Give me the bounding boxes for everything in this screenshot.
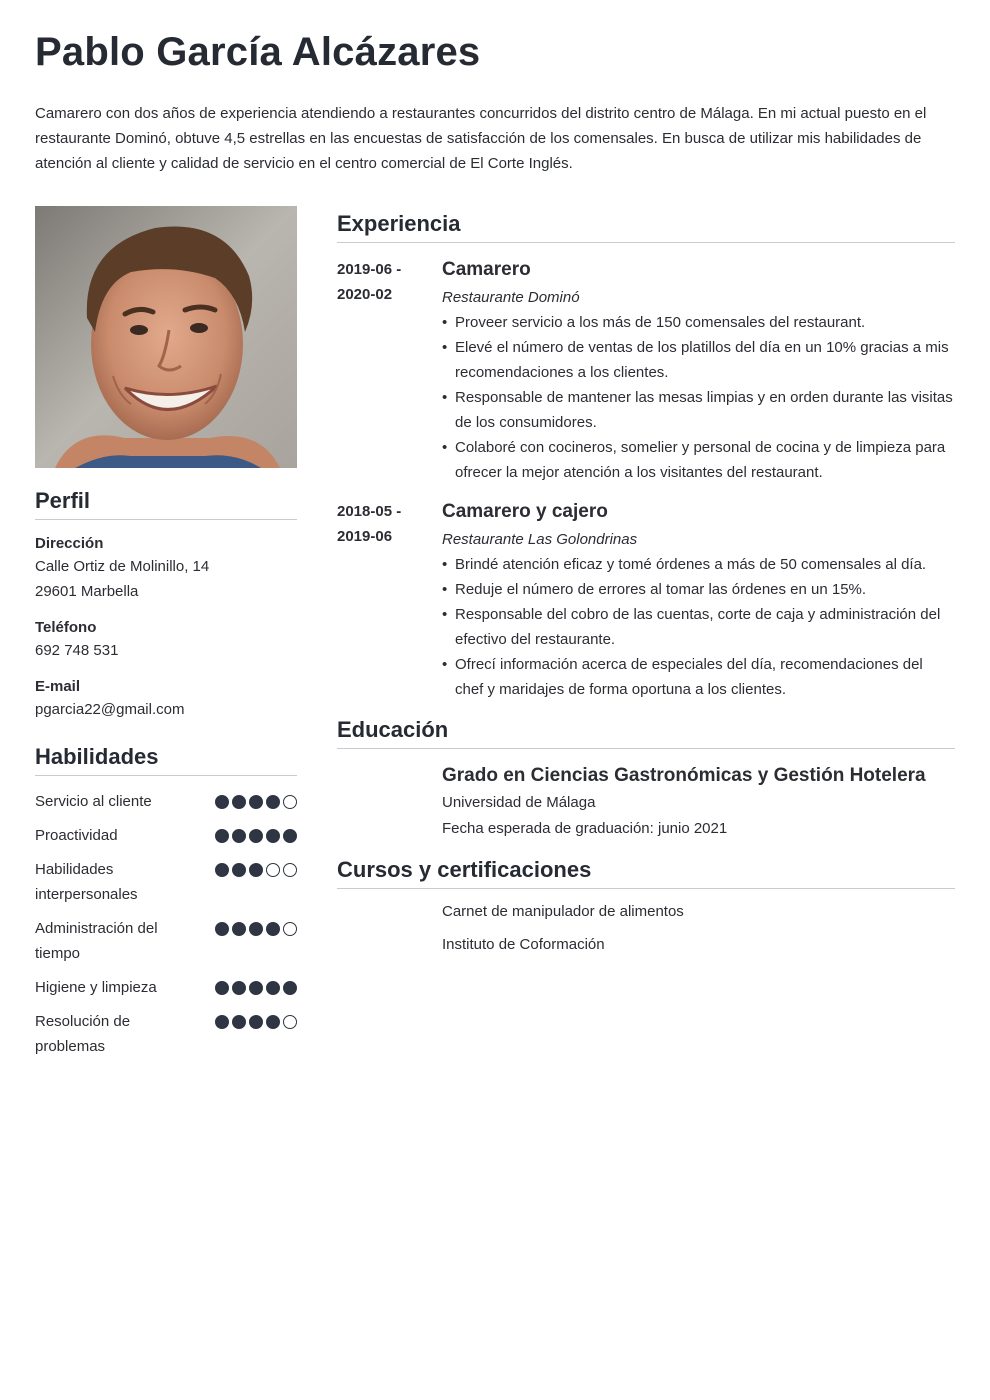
rating-dot-filled xyxy=(215,863,229,877)
phone-value: 692 748 531 xyxy=(35,642,119,659)
right-column xyxy=(337,206,955,957)
job-bullet: • Responsable de mantener las mesas limpias y en orden durante las visitas de los consumidores. xyxy=(442,385,955,435)
school-name: Universidad de Málaga xyxy=(442,794,596,811)
job-date-start: 2018-05 - xyxy=(337,503,402,520)
skill-name: Servicio al cliente xyxy=(35,793,152,810)
job-bullet: • Colaboré con cocineros, somelier y personal de cocina y de limpieza para ofrecer la mejor atención a los visitantes del restaurant. xyxy=(442,435,955,485)
course-item: Carnet de manipulador de alimentos xyxy=(442,903,684,920)
rating-dot-filled xyxy=(232,795,246,809)
courses-section xyxy=(337,857,955,957)
rating-dot-empty xyxy=(283,922,297,936)
rating-dot-filled xyxy=(283,981,297,995)
job-bullet: • Reduje el número de errores al tomar las órdenes en un 15%. xyxy=(442,577,955,602)
email-label: E-mail xyxy=(35,678,81,695)
rating-dot-filled xyxy=(215,981,229,995)
skill-name: Proactividad xyxy=(35,827,118,844)
skill-item xyxy=(35,857,297,907)
rating-dot-filled xyxy=(215,1015,229,1029)
rating-dot-filled xyxy=(249,1015,263,1029)
rating-dot-filled xyxy=(266,829,280,843)
rating-dot-empty xyxy=(266,863,280,877)
job-body xyxy=(442,499,955,702)
skill-item xyxy=(35,1009,297,1059)
job-entry xyxy=(337,499,955,702)
skill-item xyxy=(35,975,297,1000)
rating-dot-filled xyxy=(249,981,263,995)
job-dates xyxy=(337,499,442,702)
skill-rating xyxy=(215,795,297,809)
skill-rating xyxy=(215,1015,297,1029)
degree-title: Grado en Ciencias Gastronómicas y Gestión Hotelera xyxy=(442,765,926,786)
skill-name: Resolución de problemas xyxy=(35,1013,131,1055)
left-column xyxy=(35,206,297,1068)
rating-dot-filled xyxy=(249,863,263,877)
job-entry xyxy=(337,257,955,485)
job-title: Camarero xyxy=(442,259,531,280)
job-date-end: 2019-06 xyxy=(337,528,393,545)
rating-dot-filled xyxy=(283,829,297,843)
rating-dot-filled xyxy=(232,981,246,995)
email-value: pgarcia22@gmail.com xyxy=(35,701,185,718)
rating-dot-filled xyxy=(232,922,246,936)
address-line1: Calle Ortiz de Molinillo, 14 xyxy=(35,558,210,575)
skill-item xyxy=(35,916,297,966)
rating-dot-empty xyxy=(283,863,297,877)
job-bullets xyxy=(442,310,955,485)
job-body xyxy=(442,257,955,485)
rating-dot-filled xyxy=(266,1015,280,1029)
skills-title: Habilidades xyxy=(35,744,297,776)
rating-dot-filled xyxy=(232,863,246,877)
job-bullet: • Elevé el número de ventas de los platillos del día en un 10% gracias a mis recomendaciones a los clientes. xyxy=(442,335,955,385)
job-date-start: 2019-06 - xyxy=(337,261,402,278)
job-bullets xyxy=(442,552,955,702)
rating-dot-filled xyxy=(249,829,263,843)
rating-dot-filled xyxy=(215,795,229,809)
profile-photo xyxy=(35,206,297,468)
job-dates xyxy=(337,257,442,485)
profile-section xyxy=(35,488,297,722)
skill-rating xyxy=(215,922,297,936)
address-line2: 29601 Marbella xyxy=(35,583,139,600)
resume-name: Pablo García Alcázares xyxy=(35,30,481,74)
courses-title: Cursos y certificaciones xyxy=(337,857,955,889)
job-bullet: • Ofrecí información acerca de especiales del día, recomendaciones del chef y maridajes de forma oportuna a los clientes. xyxy=(442,652,955,702)
rating-dot-filled xyxy=(249,795,263,809)
education-title: Educación xyxy=(337,717,955,749)
skill-name: Habilidades interpersonales xyxy=(35,861,138,903)
rating-dot-filled xyxy=(215,829,229,843)
job-bullet: • Proveer servicio a los más de 150 comensales del restaurant. xyxy=(442,310,955,335)
skill-item xyxy=(35,789,297,814)
experience-section xyxy=(337,211,955,702)
job-company: Restaurante Dominó xyxy=(442,289,580,306)
skills-list xyxy=(35,789,297,1059)
skill-name: Administración del tiempo xyxy=(35,920,158,962)
skill-item xyxy=(35,823,297,848)
education-section xyxy=(337,717,955,841)
skill-rating xyxy=(215,829,297,843)
job-date-end: 2020-02 xyxy=(337,286,393,303)
experience-title: Experiencia xyxy=(337,211,955,243)
skill-rating xyxy=(215,863,297,877)
skills-section xyxy=(35,744,297,1059)
job-company: Restaurante Las Golondrinas xyxy=(442,531,638,548)
rating-dot-filled xyxy=(266,795,280,809)
rating-dot-filled xyxy=(215,922,229,936)
profile-title: Perfil xyxy=(35,488,297,520)
rating-dot-empty xyxy=(283,795,297,809)
rating-dot-filled xyxy=(266,981,280,995)
graduation-date: Fecha esperada de graduación: junio 2021 xyxy=(442,820,728,837)
rating-dot-empty xyxy=(283,1015,297,1029)
rating-dot-filled xyxy=(249,922,263,936)
rating-dot-filled xyxy=(232,829,246,843)
skill-name: Higiene y limpieza xyxy=(35,979,157,996)
resume-summary: Camarero con dos años de experiencia atendiendo a restaurantes concurridos del distrito centro de Málaga. En mi actual puesto en el restaurante Dominó, obtuve 4,5 estrellas en las encuestas de satisfacción de los comensales. En busca de utilizar mis habilidades de atención al cliente y calidad de servicio en el centro comercial de El Corte Inglés. xyxy=(35,105,927,172)
education-item xyxy=(442,763,955,841)
rating-dot-filled xyxy=(266,922,280,936)
job-bullet: • Responsable del cobro de las cuentas, corte de caja y administración del efectivo del restaurante. xyxy=(442,602,955,652)
portrait-illustration xyxy=(35,206,297,468)
address-label: Dirección xyxy=(35,535,104,552)
phone-label: Teléfono xyxy=(35,619,97,636)
course-item: Instituto de Coformación xyxy=(442,936,605,953)
job-title: Camarero y cajero xyxy=(442,501,608,522)
rating-dot-filled xyxy=(232,1015,246,1029)
skill-rating xyxy=(215,981,297,995)
job-bullet: • Brindé atención eficaz y tomé órdenes a más de 50 comensales al día. xyxy=(442,552,955,577)
